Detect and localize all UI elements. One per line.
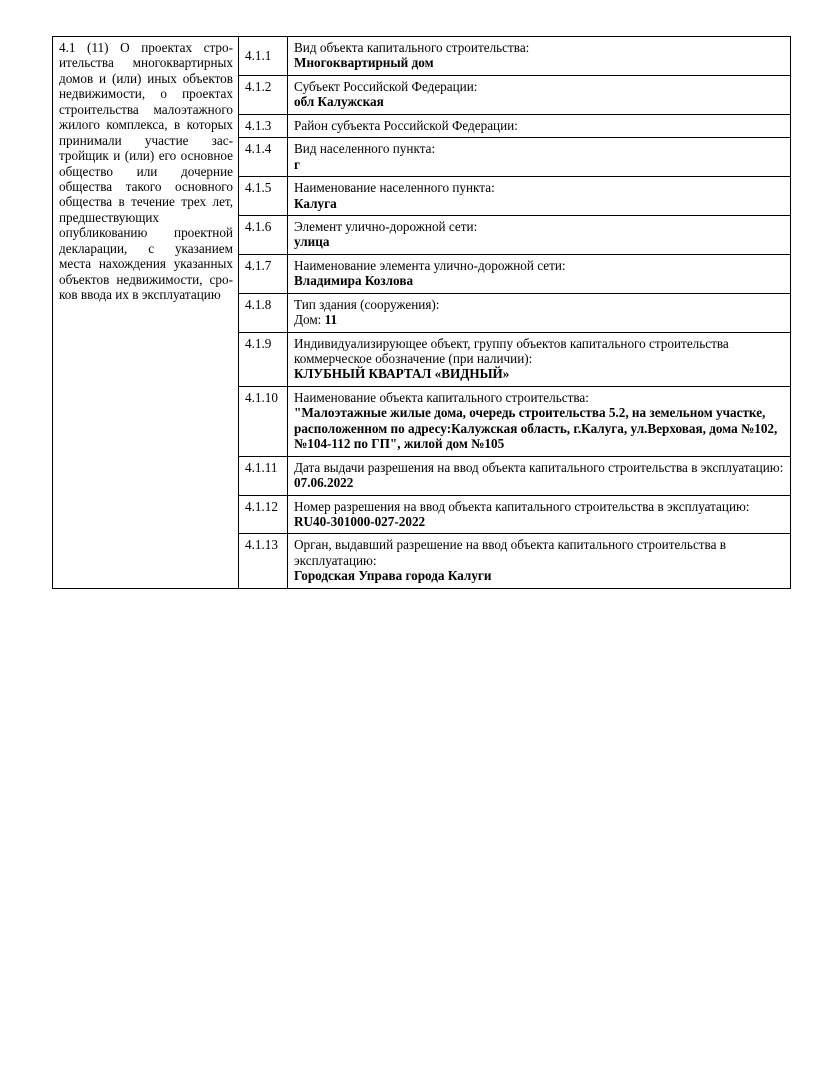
row-answer: Владимира Козлова bbox=[294, 273, 414, 289]
row-content bbox=[288, 215, 791, 254]
row-content bbox=[288, 254, 791, 293]
row-question: Вид населенного пункта: bbox=[294, 141, 436, 157]
row-question: Район субъекта Российской Федерации: bbox=[294, 117, 518, 133]
row-answer-prefix: Дом: bbox=[294, 312, 325, 328]
row-question: Субъект Российской Федерации: bbox=[294, 78, 478, 94]
row-question: Наименование объекта капитального строительства: bbox=[294, 389, 589, 405]
row-answer: 11 bbox=[324, 312, 338, 328]
row-answer: г bbox=[294, 156, 300, 172]
row-question: Номер разрешения на ввод объекта капитального строительства в эксплуатацию: bbox=[294, 498, 750, 514]
row-question: Индивидуализирующее объект, группу объектов капитального строительства коммерческое обозначение (при наличии): bbox=[294, 335, 729, 366]
row-answer-line bbox=[294, 312, 337, 327]
row-number: 4.1.7 bbox=[239, 254, 288, 293]
row-answer: "Малоэтажные жилые дома, очередь строительства 5.2, на земельном участке, расположенном по адресу:Калужская область, г.Калуга, ул.Верховая, дома №102, №104-112 по ГП", жилой дом №105 bbox=[294, 405, 778, 452]
row-question: Наименование элемента улично-дорожной сети: bbox=[294, 257, 566, 273]
row-content bbox=[288, 456, 791, 495]
row-content bbox=[288, 332, 791, 386]
row-number: 4.1.10 bbox=[239, 386, 288, 456]
row-answer: 07.06.2022 bbox=[294, 475, 354, 491]
row-number: 4.1.5 bbox=[239, 177, 288, 216]
row-question: Дата выдачи разрешения на ввод объекта капитального строительства в эксплуатацию: bbox=[294, 459, 784, 475]
row-content bbox=[288, 293, 791, 332]
row-content bbox=[288, 114, 791, 137]
row-number: 4.1.9 bbox=[239, 332, 288, 386]
row-content bbox=[288, 75, 791, 114]
row-content bbox=[288, 534, 791, 588]
row-answer: обл Калужская bbox=[294, 94, 384, 110]
row-question: Наименование населенного пункта: bbox=[294, 180, 495, 196]
row-question: Вид объекта капитального строительства: bbox=[294, 40, 530, 55]
row-answer: Городская Управа города Калуги bbox=[294, 568, 492, 584]
row-content bbox=[288, 177, 791, 216]
row-answer: Многоквартирный дом bbox=[294, 55, 434, 71]
row-content bbox=[288, 495, 791, 534]
row-question: Орган, выдавший разрешение на ввод объекта капитального строительства в эксплуатацию: bbox=[294, 537, 726, 568]
section-label-cell: 4.1 (11) О проектах строительства многоквартирных домов и (или) иных объектов недвижимости, о проектах строительства малоэтажного жилого комплекса, в которых принимали участие застройщик и (или) его основное общество или дочерние общества такого основного общества в течение трех лет, предшествующих опубликованию проектной декларации, с указанием места нахождения указанных объектов недвижимости, сроков ввода их в эксплуатацию bbox=[53, 37, 239, 589]
row-number: 4.1.11 bbox=[239, 456, 288, 495]
row-answer: RU40-301000-027-2022 bbox=[294, 513, 426, 529]
row-number: 4.1.4 bbox=[239, 138, 288, 177]
row-number: 4.1.3 bbox=[239, 114, 288, 137]
row-number: 4.1.8 bbox=[239, 293, 288, 332]
row-number: 4.1.13 bbox=[239, 534, 288, 588]
row-question: Тип здания (сооружения): bbox=[294, 296, 440, 312]
row-number: 4.1.1 bbox=[239, 37, 288, 76]
row-answer: Калуга bbox=[294, 195, 337, 211]
row-number: 4.1.2 bbox=[239, 75, 288, 114]
row-content bbox=[288, 37, 791, 76]
row-number: 4.1.12 bbox=[239, 495, 288, 534]
row-number: 4.1.6 bbox=[239, 215, 288, 254]
table-row bbox=[53, 37, 791, 76]
row-content bbox=[288, 138, 791, 177]
row-question: Элемент улично-дорожной сети: bbox=[294, 218, 478, 234]
row-answer: КЛУБНЫЙ КВАРТАЛ «ВИДНЫЙ» bbox=[294, 366, 510, 382]
row-answer: улица bbox=[294, 234, 330, 250]
declaration-table bbox=[52, 36, 791, 589]
row-content bbox=[288, 386, 791, 456]
